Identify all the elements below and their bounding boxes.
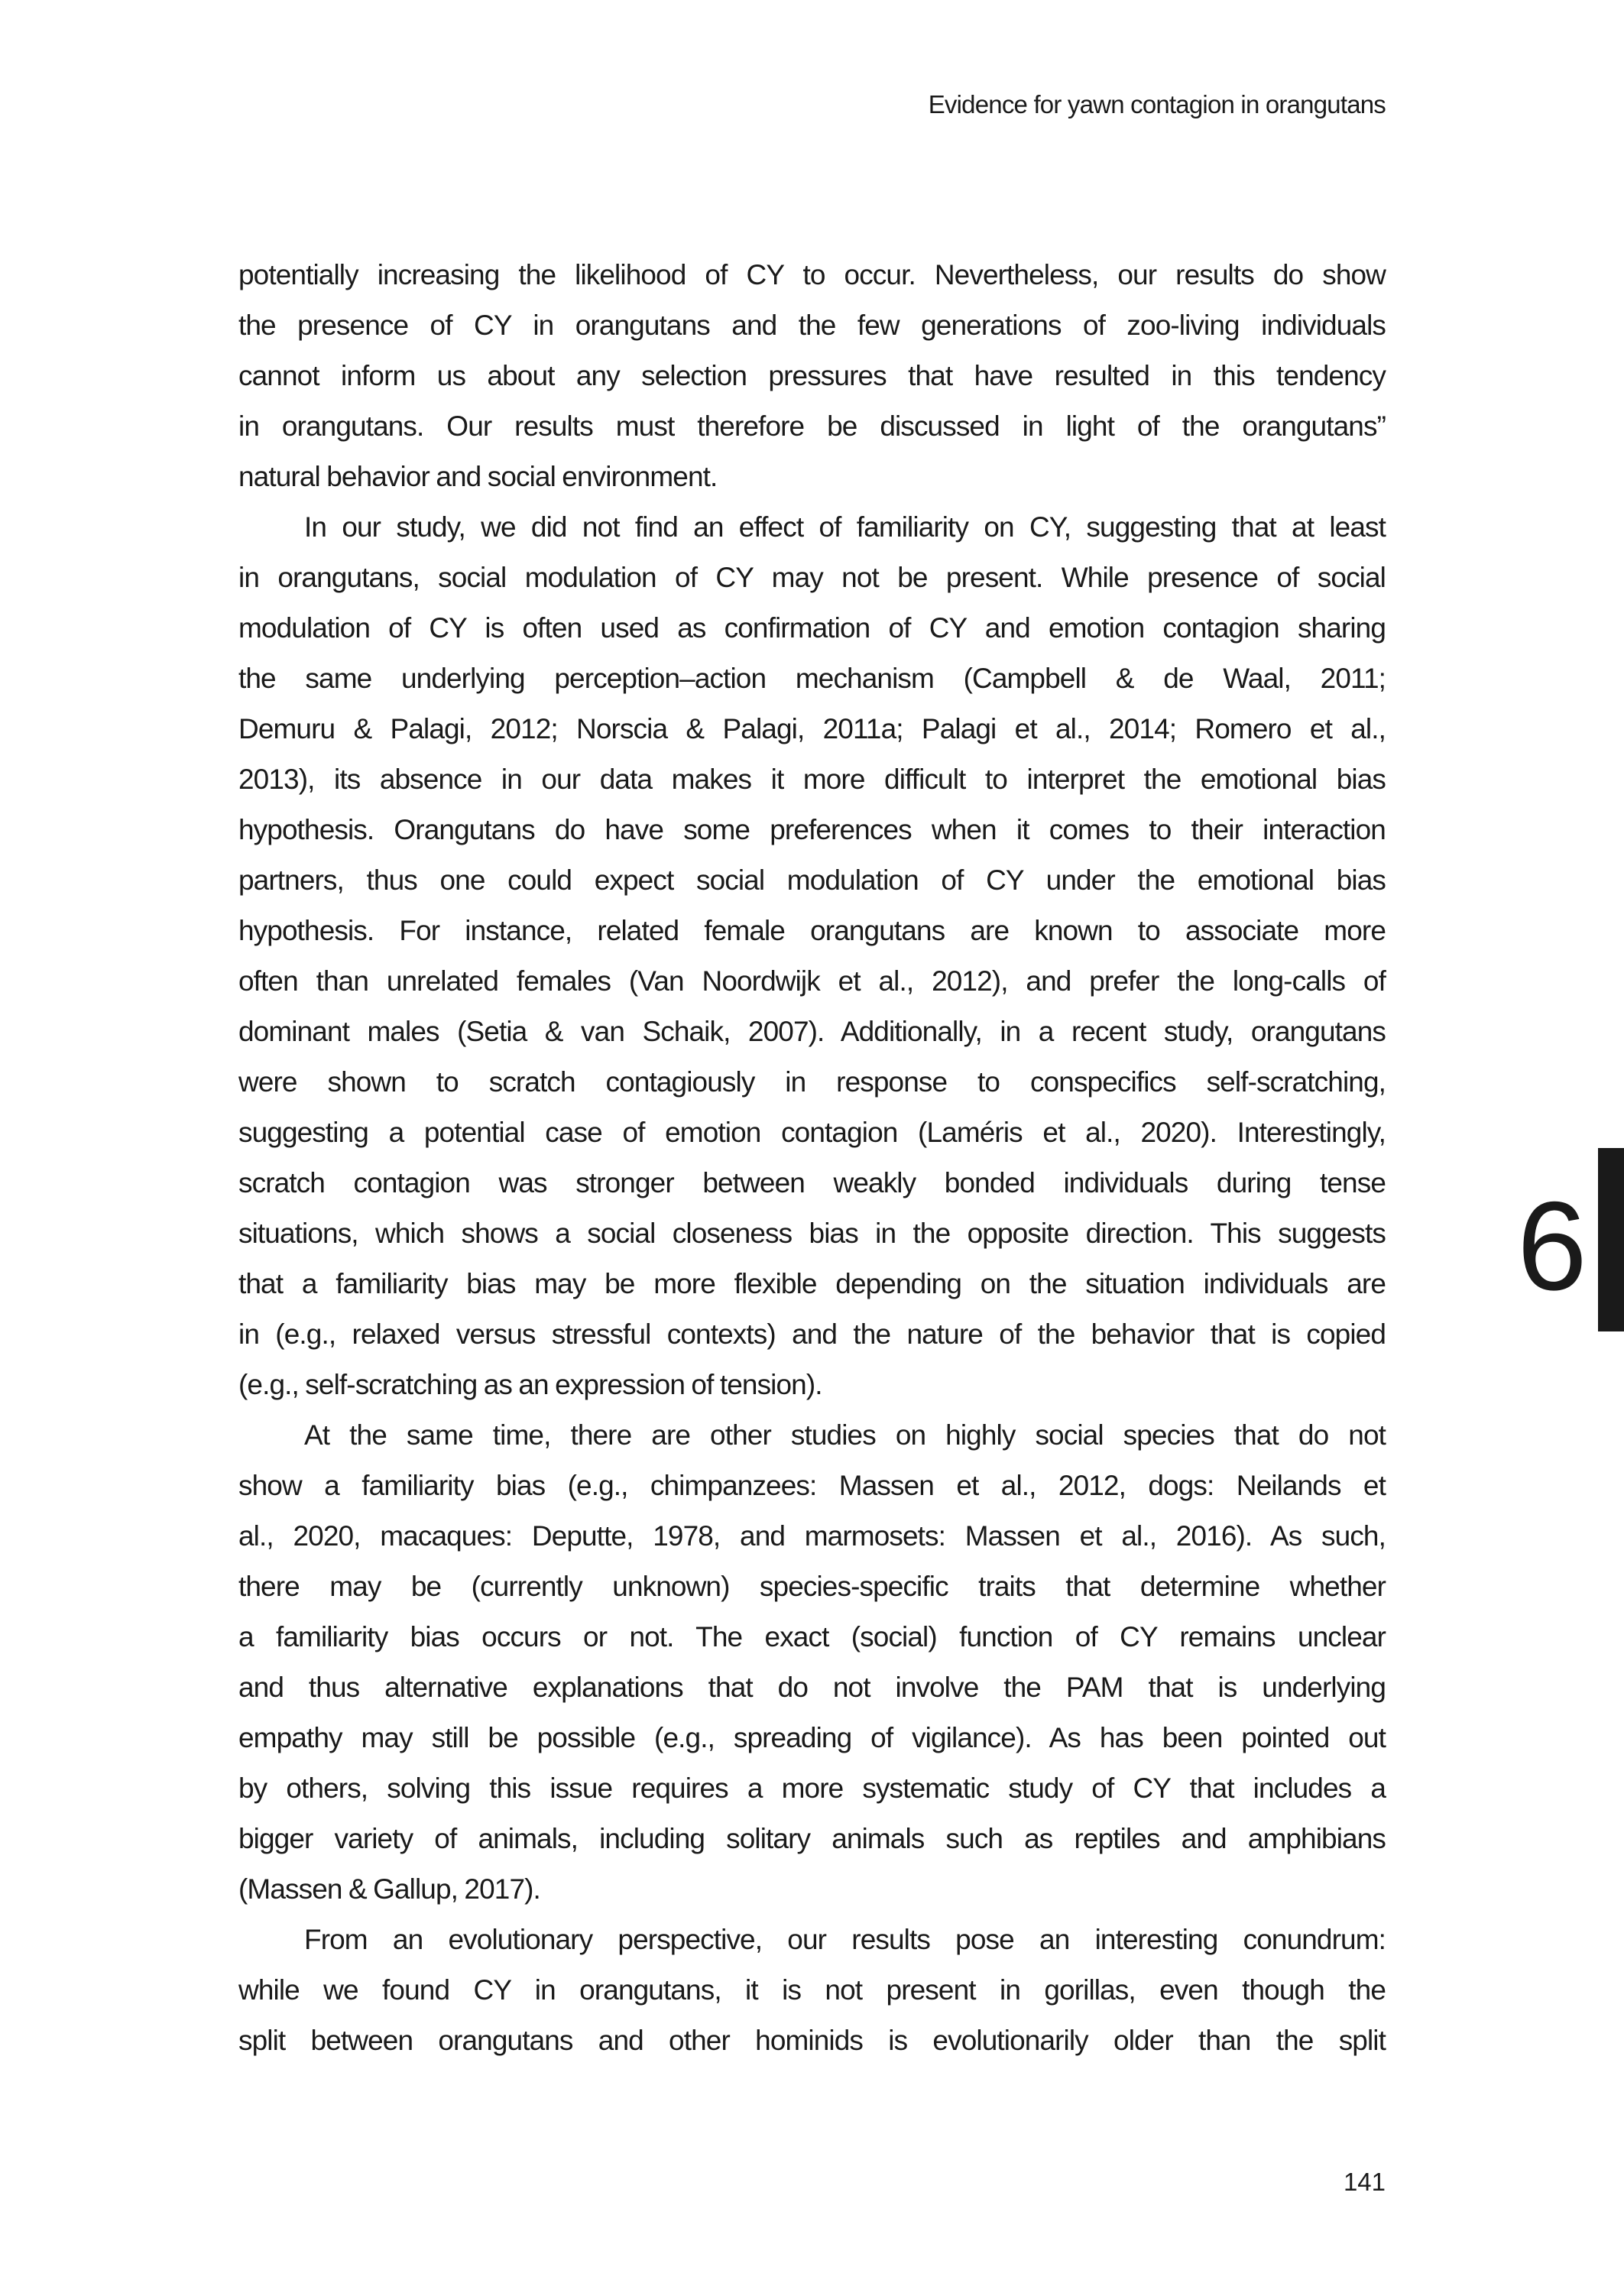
text-line: Demuru & Palagi, 2012; Norscia & Palagi, 2011a; Palagi et al., 2014; Romero et al., [238,713,1386,744]
body-text [238,250,1386,2066]
text-line: potentially increasing the likelihood of CY to occur. Nevertheless, our results do show [238,259,1386,290]
text-line: situations, which shows a social closeness bias in the opposite direction. This suggests [238,1218,1386,1249]
text-line: (Massen & Gallup, 2017). [238,1873,540,1905]
text-line: in orangutans. Our results must therefore be discussed in light of the orangutans” [238,410,1386,442]
text-line: in (e.g., relaxed versus stressful contexts) and the nature of the behavior that is copied [238,1318,1386,1350]
text-line: hypothesis. Orangutans do have some preferences when it comes to their interaction [238,814,1386,845]
text-line: and thus alternative explanations that do not involve the PAM that is underlying [238,1672,1386,1703]
page-number: 141 [1343,2168,1386,2196]
text-line: modulation of CY is often used as confirmation of CY and emotion contagion sharing [238,612,1386,644]
text-line: bigger variety of animals, including solitary animals such as reptiles and amphibians [238,1823,1386,1854]
text-line: the presence of CY in orangutans and the few generations of zoo-living individuals [238,310,1386,341]
text-line: by others, solving this issue requires a more systematic study of CY that includes a [238,1772,1386,1804]
text-line: al., 2020, macaques: Deputte, 1978, and marmosets: Massen et al., 2016). As such, [238,1520,1386,1552]
text-line: From an evolutionary perspective, our results pose an interesting conundrum: [304,1924,1386,1955]
text-line: there may be (currently unknown) species-specific traits that determine whether [238,1571,1386,1602]
text-line: (e.g., self-scratching as an expression of tension). [238,1369,822,1400]
text-line: cannot inform us about any selection pressures that have resulted in this tendency [238,360,1386,391]
text-line: split between orangutans and other hominids is evolutionarily older than the split [238,2025,1386,2056]
text-line: 2013), its absence in our data makes it more difficult to interpret the emotional bias [238,764,1386,795]
text-line: the same underlying perception–action mechanism (Campbell & de Waal, 2011; [238,663,1386,694]
text-line: show a familiarity bias (e.g., chimpanzees: Massen et al., 2012, dogs: Neilands et [238,1470,1386,1501]
text-line: often than unrelated females (Van Noordwijk et al., 2012), and prefer the long-calls of [238,965,1386,997]
text-line: natural behavior and social environment. [238,461,718,492]
text-line: partners, thus one could expect social modulation of CY under the emotional bias [238,864,1386,896]
text-line: in orangutans, social modulation of CY may not be present. While presence of social [238,562,1386,593]
running-header: Evidence for yawn contagion in orangutans [928,90,1386,118]
chapter-thumb-tab [1598,1148,1624,1331]
paragraph [238,502,1386,1410]
text-line: a familiarity bias occurs or not. The exact (social) function of CY remains unclear [238,1621,1386,1652]
text-line: In our study, we did not find an effect of familiarity on CY, suggesting that at least [304,511,1386,543]
text-line: At the same time, there are other studies on highly social species that do not [304,1419,1386,1451]
text-line: while we found CY in orangutans, it is not present in gorillas, even though the [238,1974,1386,2006]
text-line: scratch contagion was stronger between weakly bonded individuals during tense [238,1167,1386,1198]
text-line: were shown to scratch contagiously in response to conspecifics self-scratching, [238,1066,1386,1098]
text-line: suggesting a potential case of emotion contagion (Laméris et al., 2020). Interestingly, [238,1117,1386,1148]
paragraph [238,1915,1386,2066]
text-line: hypothesis. For instance, related female orangutans are known to associate more [238,915,1386,946]
chapter-number: 6 [1517,1176,1587,1316]
text-line: empathy may still be possible (e.g., spreading of vigilance). As has been pointed out [238,1722,1386,1753]
text-line: that a familiarity bias may be more flexible depending on the situation individuals are [238,1268,1386,1299]
paragraph [238,1410,1386,1915]
text-line: dominant males (Setia & van Schaik, 2007). Additionally, in a recent study, orangutans [238,1016,1386,1047]
paragraph [238,250,1386,502]
